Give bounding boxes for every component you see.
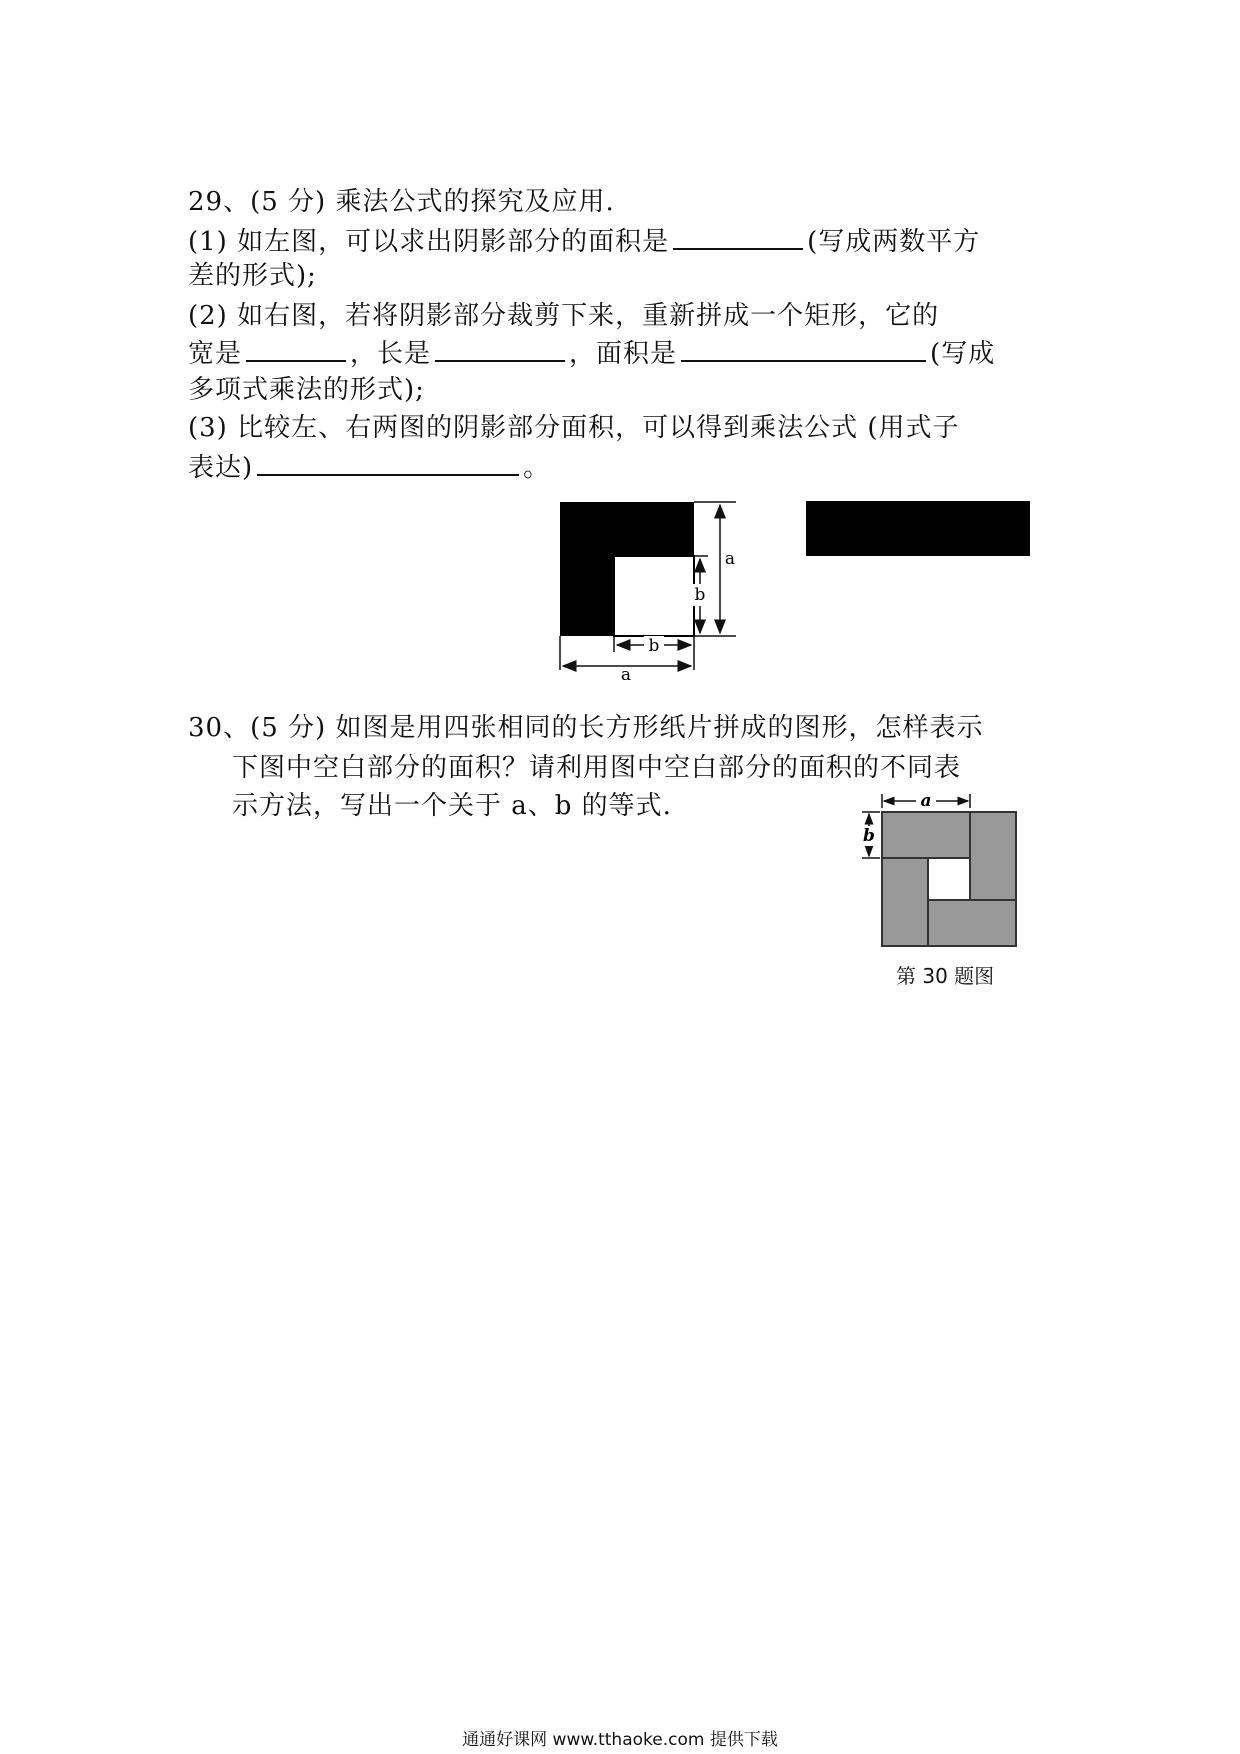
q29-label-a-horizontal: a (620, 665, 632, 680)
q30-line3: 示方法，写出一个关于 a、b 的等式. (232, 791, 672, 821)
page-footer: 通通好课网 www.tthaoke.com 提供下载 (462, 1730, 778, 1750)
q29-left-figure (558, 500, 750, 680)
q30-blank-square (928, 858, 970, 900)
q29-part1-text: (1) 如左图，可以求出阴影部分的面积是 (188, 227, 670, 257)
q29-part1-cont: 差的形式); (188, 261, 317, 291)
q30-line1: 30、(5 分) 如图是用四张相同的长方形纸片拼成的图形，怎样表示 (188, 713, 984, 743)
q29-right-figure-rectangle (806, 501, 1030, 556)
q29-length-label: ，长是 (350, 339, 432, 369)
q30-line2: 下图中空白部分的面积？请利用图中空白部分的面积的不同表 (232, 753, 962, 783)
q29-part2-note: (写成 (930, 339, 996, 369)
q30-rect-right (970, 812, 1016, 900)
q29-big-square (560, 502, 694, 636)
q29-label-a-vertical: a (724, 549, 736, 569)
q29-length-blank[interactable] (435, 334, 565, 362)
q30-figure (858, 790, 1026, 954)
q29-part3-text: 表达) (188, 453, 254, 483)
q30-label-a: a (920, 791, 932, 811)
q29-part3-line2 (188, 448, 550, 486)
q29-small-square (614, 556, 694, 636)
q29-width-label: 宽是 (188, 339, 243, 369)
q29-part1-text-after: (写成两数平方 (807, 227, 981, 257)
q29-part2-line2 (188, 334, 995, 372)
q29-area-label: ，面积是 (569, 339, 678, 369)
q29-area-blank[interactable] (681, 334, 926, 362)
q29-title: 29、(5 分) 乘法公式的探究及应用. (188, 187, 615, 217)
q29-part3-line1: (3) 比较左、右两图的阴影部分面积，可以得到乘法公式 (用式子 (188, 413, 960, 443)
q29-part1-answer-blank[interactable] (673, 222, 803, 250)
q29-width-blank[interactable] (246, 334, 346, 362)
q30-label-b: b (863, 826, 875, 846)
q30-rect-left (882, 858, 928, 946)
q29-part1 (188, 222, 980, 260)
q30-rect-top (882, 812, 970, 858)
q30-rect-bottom (928, 900, 1016, 946)
q29-formula-blank[interactable] (257, 448, 519, 476)
q29-part2-cont: 多项式乘法的形式); (188, 375, 425, 405)
q30-figure-caption: 第 30 题图 (896, 964, 995, 988)
q29-label-b-vertical: b (694, 585, 706, 605)
q29-label-b-horizontal: b (648, 636, 660, 656)
q29-part3-end: 。 (523, 453, 551, 483)
q29-part2-line1: (2) 如右图，若将阴影部分裁剪下来，重新拼成一个矩形，它的 (188, 301, 940, 331)
